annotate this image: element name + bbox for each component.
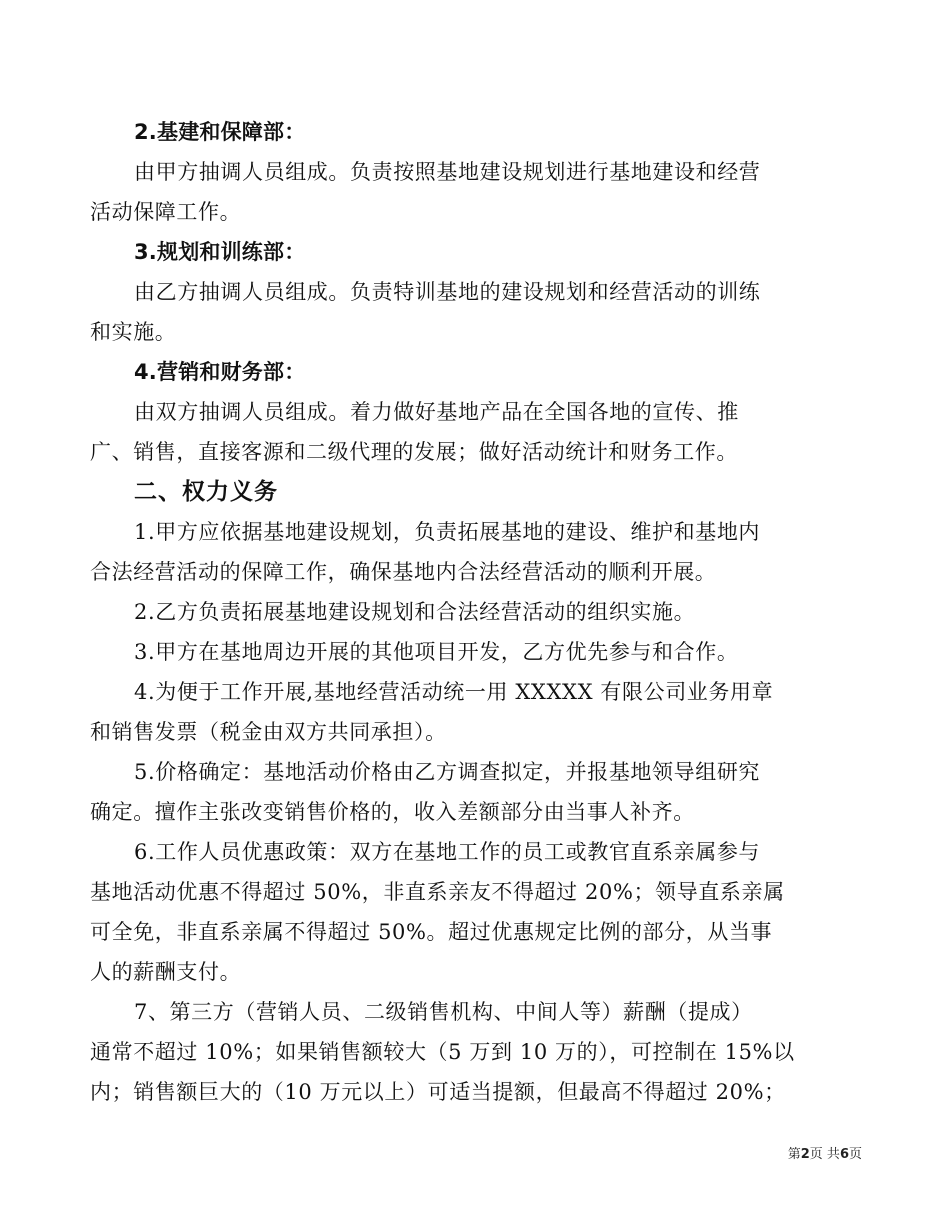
paragraph-line: 确定。擅作主张改变销售价格的，收入差额部分由当事人补齐。: [90, 800, 695, 824]
paragraph-line: 7、第三方（营销人员、二级销售机构、中间人等）薪酬（提成）: [134, 1000, 753, 1024]
paragraph-line: 和销售发票（税金由双方共同承担）。: [90, 720, 447, 744]
paragraph-line: 活动保障工作。: [90, 200, 242, 224]
paragraph-line: 人的薪酬支付。: [90, 960, 242, 984]
paragraph-line: 5.价格确定：基地活动价格由乙方调查拟定，并报基地领导组研究: [134, 760, 761, 784]
paragraph-line: 基地活动优惠不得超过 50%，非直系亲友不得超过 20%；领导直系亲属: [90, 880, 785, 904]
paragraph-line: 内；销售额巨大的（10 万元以上）可适当提额，但最高不得超过 20%；: [90, 1080, 786, 1104]
paragraph-line: 1.甲方应依据基地建设规划，负责拓展基地的建设、维护和基地内: [134, 520, 761, 544]
paragraph-line: 通常不超过 10%；如果销售额较大（5 万到 10 万的），可控制在 15%以: [90, 1040, 795, 1064]
total-page-number: 6: [839, 1147, 849, 1162]
subheading-marketing-finance: 4.营销和财务部：: [134, 360, 306, 384]
footer-middle: 页 共: [809, 1147, 840, 1162]
paragraph-line: 4.为便于工作开展,基地经营活动统一用 XXXXX 有限公司业务用章: [134, 680, 774, 704]
document-body: [90, 112, 860, 1112]
paragraph-line: 合法经营活动的保障工作，确保基地内合法经营活动的顺利开展。: [90, 560, 717, 584]
paragraph-line: 由乙方抽调人员组成。负责特训基地的建设规划和经营活动的训练: [134, 280, 761, 304]
paragraph-line: 6.工作人员优惠政策：双方在基地工作的员工或教官直系亲属参与: [134, 840, 761, 864]
section-heading-rights-obligations: 二、权力义务: [134, 479, 278, 505]
paragraph-line: 和实施。: [90, 320, 177, 344]
page-number-footer: [788, 1147, 862, 1163]
current-page-number: 2: [800, 1147, 810, 1162]
footer-prefix: 第: [787, 1147, 801, 1162]
paragraph-line: 广、销售，直接客源和二级代理的发展；做好活动统计和财务工作。: [90, 440, 738, 464]
paragraph-line: 由甲方抽调人员组成。负责按照基地建设规划进行基地建设和经营: [134, 160, 761, 184]
subheading-construction-support: 2.基建和保障部：: [134, 120, 306, 144]
footer-suffix: 页: [848, 1147, 862, 1162]
paragraph-line: 可全免，非直系亲属不得超过 50%。超过优惠规定比例的部分，从当事: [90, 920, 773, 944]
paragraph-line: 由双方抽调人员组成。着力做好基地产品在全国各地的宣传、推: [134, 400, 739, 424]
paragraph-line: 3.甲方在基地周边开展的其他项目开发，乙方优先参与和合作。: [134, 640, 739, 664]
subheading-planning-training: 3.规划和训练部：: [134, 240, 306, 264]
paragraph-line: 2.乙方负责拓展基地建设规划和合法经营活动的组织实施。: [134, 600, 696, 624]
